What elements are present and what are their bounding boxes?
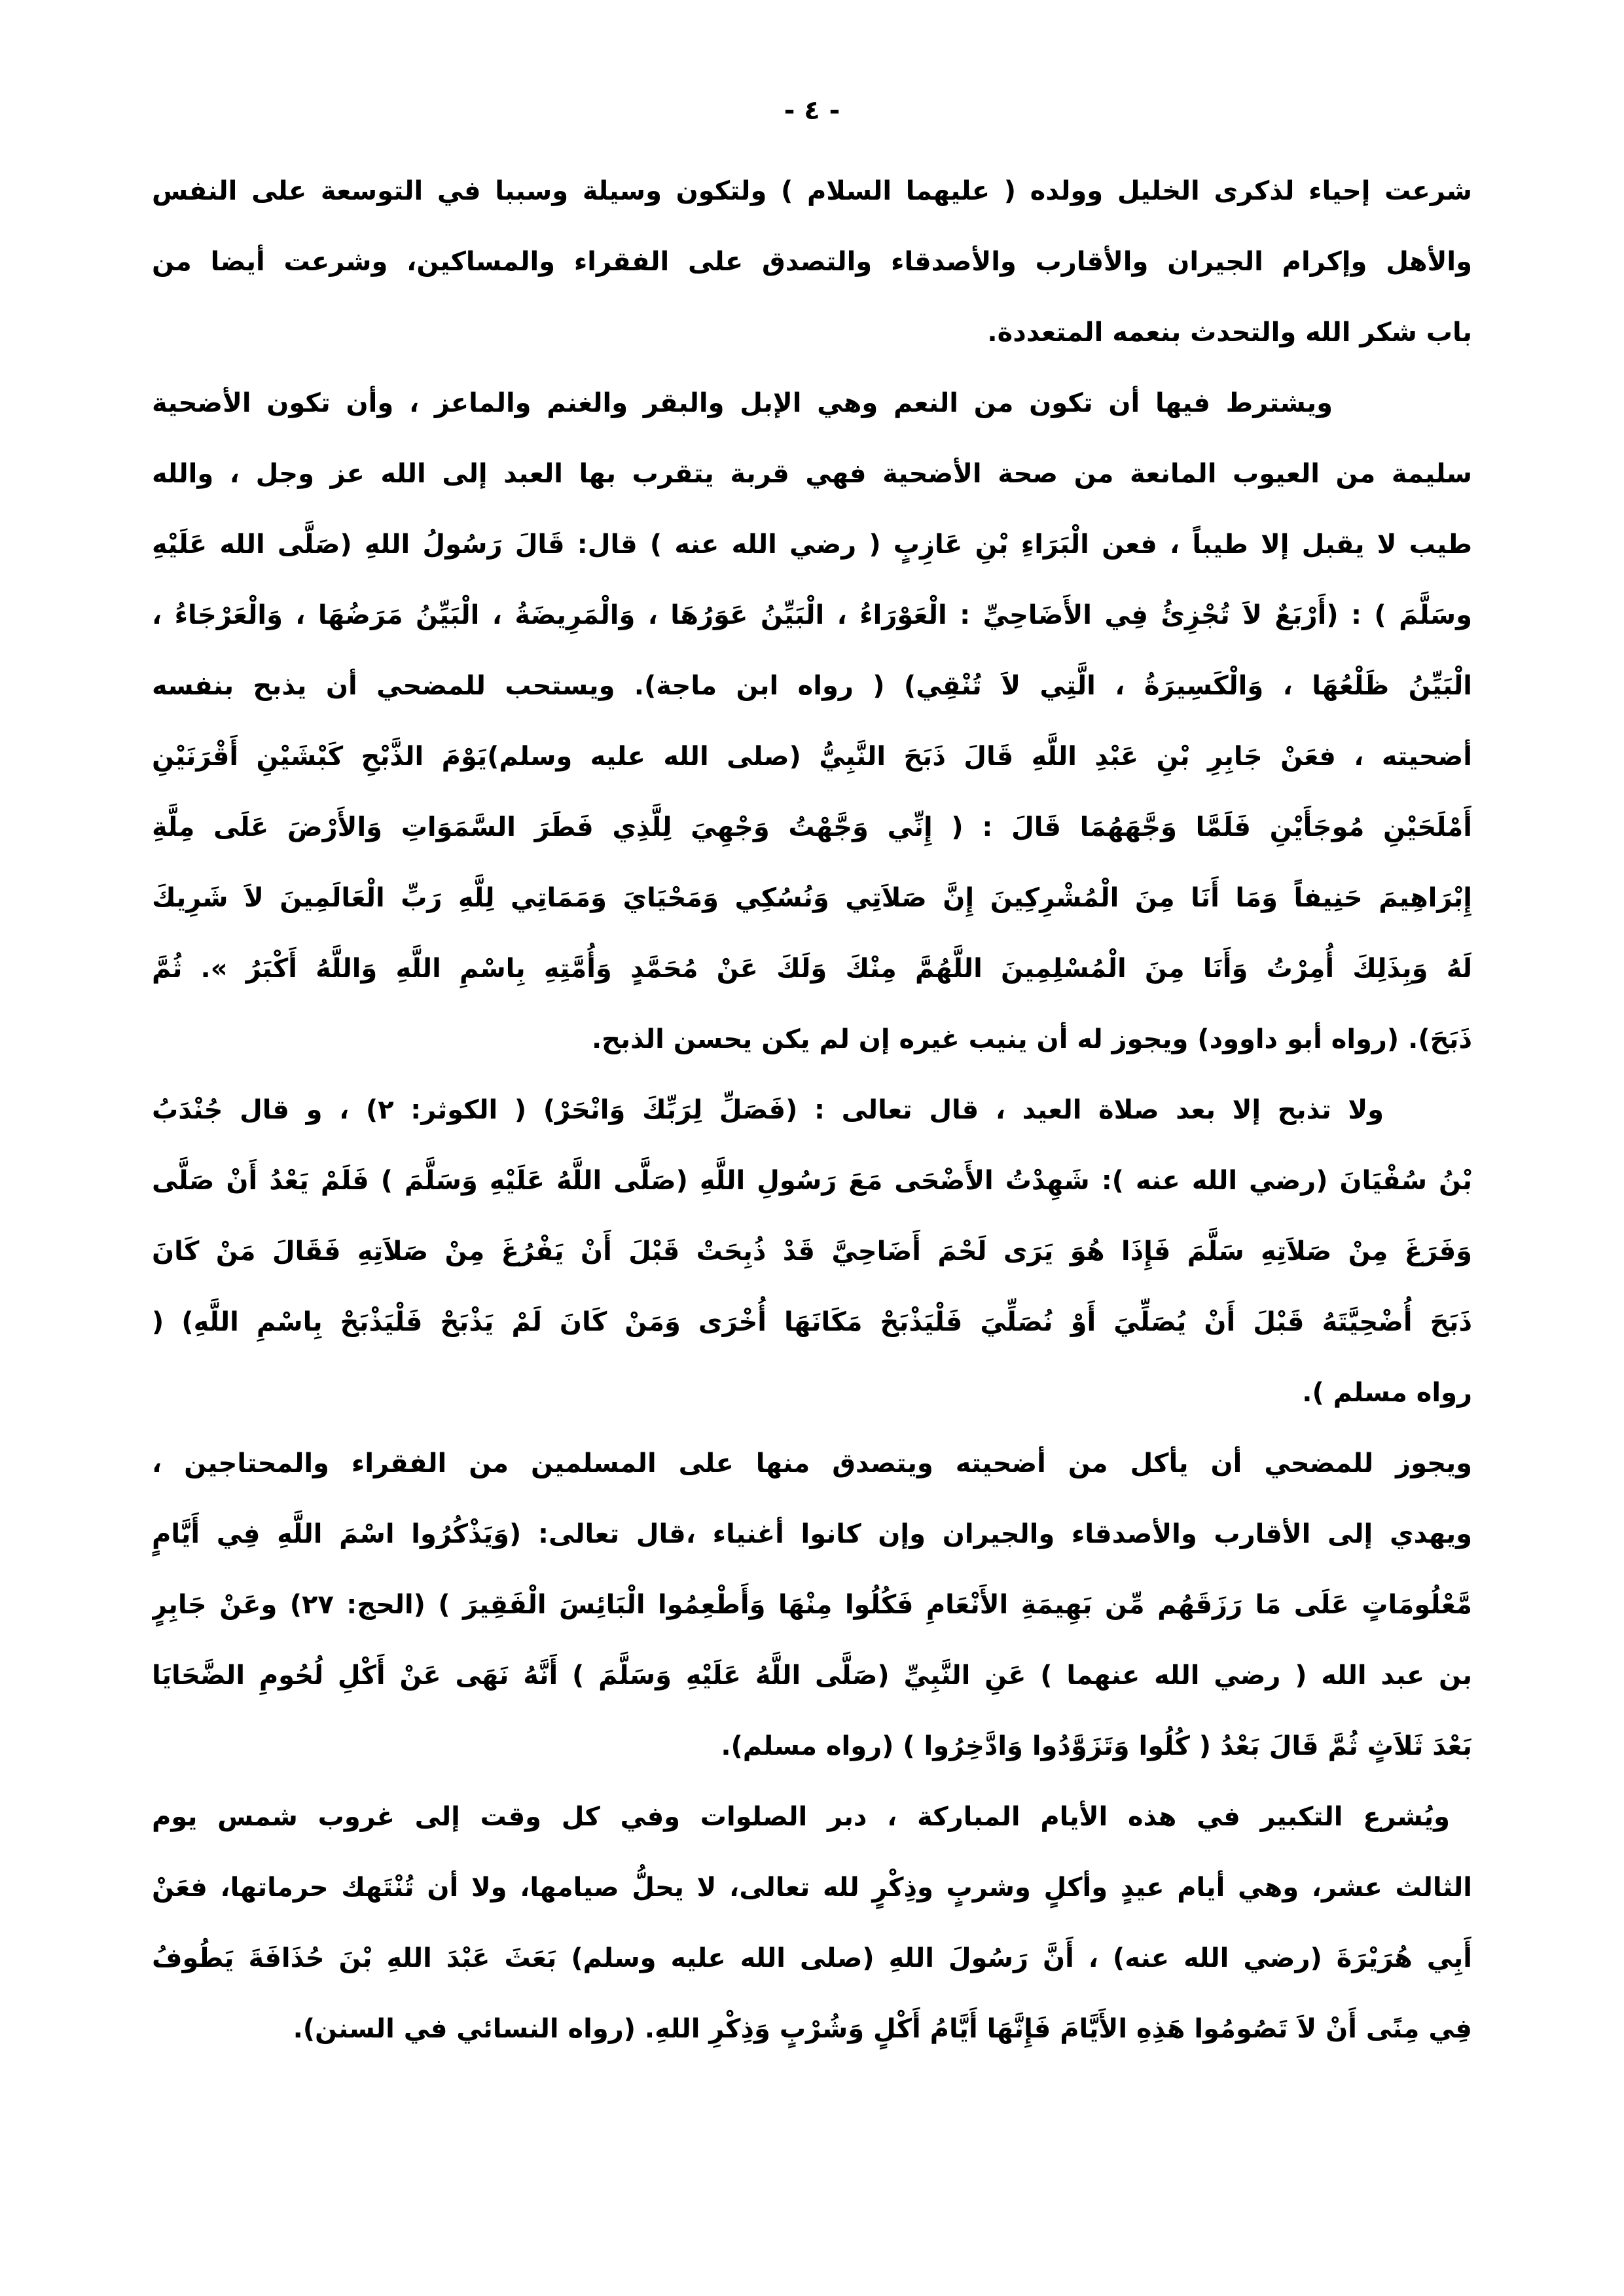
text-line: ويجوز للمضحي أن يأكل من أضحيته ويتصدق منها على المسلمين من الفقراء والمحتاجين ، [152, 1448, 1472, 1479]
text-line: فِي مِنًى أَنْ لاَ تَصُومُوا هَذِهِ الأَيَّامَ فَإِنَّهَا أَيَّامُ أَكْلٍ وَشُرْبٍ وَذِكْرِ اللهِ. (رواه النسائي في السنن). [293, 2014, 1472, 2044]
paragraph [152, 1782, 1472, 2064]
text-line: بَعْدَ ثَلاَثٍ ثُمَّ قَالَ بَعْدُ ( كُلُوا وَتَزَوَّدُوا وَادَّخِرُوا ) (رواه مسلم). [721, 1731, 1472, 1761]
text-line: بن عبد الله ( رضي الله عنهما ) عَنِ النَّبِيِّ (صَلَّى اللَّهُ عَلَيْهِ وَسَلَّمَ ) أَنَّهُ نَهَى عَنْ أَكْلِ لُحُومِ الضَّحَايَا [152, 1660, 1472, 1691]
text-line: باب شكر الله والتحدث بنعمه المتعددة. [987, 317, 1472, 348]
text-line: مَّعْلُومَاتٍ عَلَى مَا رَزَقَهُم مِّن بَهِيمَةِ الأَنْعَامِ فَكُلُوا مِنْهَا وَأَطْعِمُوا الْبَائِسَ الْفَقِيرَ ) (الحج: ٢٧) وعَنْ جَابِرٍ [152, 1590, 1472, 1620]
text-line: لَهُ وَبِذَلِكَ أُمِرْتُ وَأَنَا مِنَ الْمُسْلِمِينَ اللَّهُمَّ مِنْكَ وَلَكَ عَنْ مُحَمَّدٍ وَأُمَّتِهِ بِاسْمِ اللَّهِ وَاللَّهُ أَكْبَرُ ». ثُمَّ [152, 954, 1472, 984]
paragraph [152, 1428, 1472, 1782]
text-line: الثالث عشر، وهي أيام عيدٍ وأكلٍ وشربٍ وذِكْرٍ لله تعالى، لا يحلُّ صيامها، ولا أن تُنْتَهك حرماتها، فعَنْ [152, 1873, 1472, 1903]
text-line: ويهدي إلى الأقارب والأصدقاء والجيران وإن كانوا أغنياء ،قال تعالى: (وَيَذْكُرُوا اسْمَ اللَّهِ فِي أَيَّامٍ [152, 1519, 1472, 1549]
paragraph [152, 1075, 1472, 1428]
text-line: أَمْلَحَيْنِ مُوجَأَيْنِ فَلَمَّا وَجَّهَهُمَا قَالَ : ( إِنِّي وَجَّهْتُ وَجْهِيَ لِلَّذِي فَطَرَ السَّمَوَاتِ وَالأَرْضَ عَلَى مِلَّةِ [152, 812, 1472, 842]
text-line: ذَبَحَ). (رواه أبو داوود) ويجوز له أن ينيب غيره إن لم يكن يحسن الذبح. [591, 1024, 1472, 1054]
text-line: ولا تذبح إلا بعد صلاة العيد ، قال تعالى : (فَصَلِّ لِرَبِّكَ وَانْحَرْ) ( الكوثر: ٢) ، و قال جُنْدَبُ [152, 1095, 1384, 1125]
text-line: أَبِي هُرَيْرَةَ (رضي الله عنه) ، أَنَّ رَسُولَ اللهِ (صلى الله عليه وسلم) بَعَثَ عَبْدَ اللهِ بْنَ حُذَافَةَ يَطُوفُ [152, 1943, 1472, 1973]
text-line: وَفَرَغَ مِنْ صَلاَتِهِ سَلَّمَ فَإِذَا هُوَ يَرَى لَحْمَ أَضَاحِيَّ قَدْ ذُبِحَتْ قَبْلَ أَنْ يَفْرُغَ مِنْ صَلاَتِهِ فَقَالَ مَنْ كَانَ [152, 1236, 1472, 1266]
text-line: بْنُ سُفْيَانَ (رضي الله عنه ): شَهِدْتُ الأَضْحَى مَعَ رَسُولِ اللَّهِ (صَلَّى اللَّهُ عَلَيْهِ وَسَلَّمَ ) فَلَمْ يَعْدُ أَنْ صَلَّى [152, 1166, 1472, 1196]
text-line: طيب لا يقبل إلا طيباً ، فعن الْبَرَاءِ بْنِ عَازِبٍ ( رضي الله عنه ) قال: قَالَ رَسُولُ اللهِ (صَلَّى الله عَلَيْهِ [152, 529, 1472, 560]
text-line: أضحيته ، فعَنْ جَابِرِ بْنِ عَبْدِ اللَّهِ قَالَ ذَبَحَ النَّبِيُّ (صلى الله عليه وسلم)يَوْمَ الذَّبْحِ كَبْشَيْنِ أَقْرَنَيْنِ [152, 742, 1472, 772]
text-line: سليمة من العيوب المانعة من صحة الأضحية فهي قربة يتقرب بها العبد إلى الله عز وجل ، والله [152, 459, 1472, 489]
body-text [152, 156, 1472, 2064]
text-line: شرعت إحياء لذكرى الخليل وولده ( عليهما السلام ) ولتكون وسيلة وسببا في التوسعة على النفس [152, 176, 1472, 206]
text-line: والأهل وإكرام الجيران والأقارب والأصدقاء والتصدق على الفقراء والمساكين، وشرعت أيضا من [152, 247, 1472, 277]
text-line: ويشترط فيها أن تكون من النعم وهي الإبل والبقر والغنم والماعز ، وأن تكون الأضحية [152, 388, 1333, 418]
text-line: ذَبَحَ أُضْحِيَّتَهُ قَبْلَ أَنْ يُصَلِّيَ أَوْ نُصَلِّيَ فَلْيَذْبَحْ مَكَانَهَا أُخْرَى وَمَنْ كَانَ لَمْ يَذْبَحْ فَلْيَذْبَحْ بِاسْمِ اللَّهِ) ( [152, 1307, 1472, 1337]
text-line: رواه مسلم ). [1302, 1378, 1472, 1408]
text-line: إِبْرَاهِيمَ حَنِيفاً وَمَا أَنَا مِنَ الْمُشْرِكِينَ إِنَّ صَلاَتِي وَنُسُكِي وَمَحْيَايَ وَمَمَاتِي لِلَّهِ رَبِّ الْعَالَمِينَ لاَ شَرِيكَ [152, 883, 1472, 913]
text-line: وسَلَّمَ ) : (أَرْبَعٌ لاَ تُجْزِئُ فِي الأَضَاحِيِّ : الْعَوْرَاءُ ، الْبَيِّنُ عَوَرُهَا ، وَالْمَرِيضَةُ ، الْبَيِّنُ مَرَضُهَا ، وَالْعَرْجَاءُ ، [152, 600, 1472, 630]
text-line: ويُشرع التكبير في هذه الأيام المباركة ، دبر الصلوات وفي كل وقت إلى غروب شمس يوم [152, 1802, 1450, 1832]
text-line: الْبَيِّنُ ظَلْعُهَا ، وَالْكَسِيرَةُ ، الَّتِي لاَ تُنْقِي) ( رواه ابن ماجة). ويستحب للمضحي أن يذبح بنفسه [152, 671, 1472, 701]
page-number: - ٤ - [784, 96, 840, 126]
paragraph [152, 156, 1472, 368]
paragraph [152, 368, 1472, 1075]
